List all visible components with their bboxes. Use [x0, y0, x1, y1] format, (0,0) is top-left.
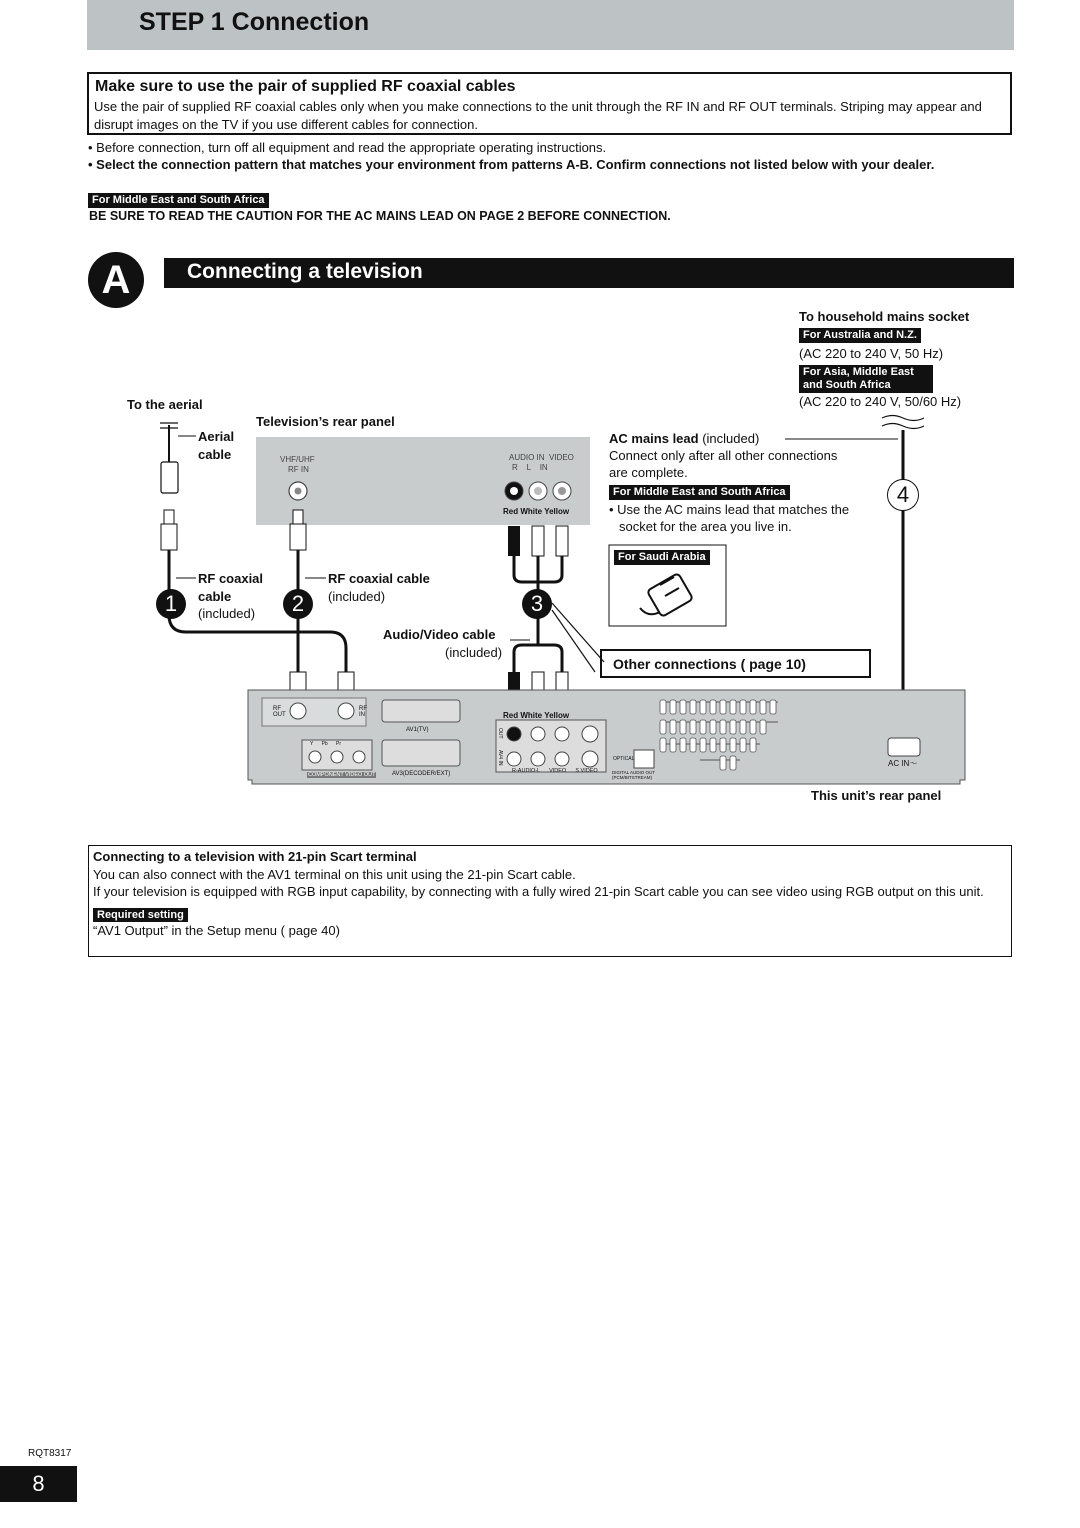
label-aerial-cable-1: Aerial — [198, 429, 235, 444]
label-ac-mains-lead-normal: (included) — [698, 431, 760, 446]
bullet-1: • Before connection, turn off all equipment and read the appropriate operating instructions. — [88, 140, 607, 155]
unit-label-av4in: AV4 IN — [497, 750, 503, 766]
label-av-cable-b: (included) — [445, 645, 503, 660]
step-number-2: 2 — [283, 589, 313, 619]
unit-label-ac-in: AC IN～ — [888, 759, 918, 768]
scart-title: Connecting to a television with 21-pin Scart terminal — [93, 849, 417, 864]
label-connect-only-2: are complete. — [609, 465, 688, 480]
page-title: STEP 1 Connection — [139, 8, 370, 36]
label-rf-coax-2a: RF coaxial cable — [328, 571, 430, 586]
unit-label-av1: AV1(TV) — [406, 727, 429, 733]
other-connections-box — [600, 649, 871, 678]
tag-australia: For Australia and N.Z. — [799, 328, 921, 343]
label-r-l-in: R L IN — [512, 463, 548, 472]
label-ac-mains-lead-bold: AC mains lead — [609, 431, 699, 446]
label-rwy-top: Red White Yellow — [503, 507, 570, 516]
step-number-1: 1 — [156, 589, 186, 619]
label-rf-coax-1a: RF coaxial — [198, 571, 264, 586]
unit-label-ypbpr: Y Pb Pr — [310, 741, 342, 747]
scart-info-box — [88, 845, 1012, 957]
notice-title: Make sure to use the pair of supplied RF coaxial cables — [95, 78, 516, 95]
required-setting-tag: Required setting — [93, 908, 188, 922]
page-number: 8 — [0, 1466, 77, 1502]
label-this-unit-rear: This unit’s rear panel — [811, 788, 942, 803]
aerial-plug — [161, 462, 178, 493]
notice-body: Use the pair of supplied RF coaxial cables only when you make connections to the unit through the RF IN and RF OUT terminals. Striping may appear and disrupt images on the TV if you use different cables for connection. — [94, 99, 982, 132]
document-code: RQT8317 — [28, 1448, 72, 1459]
tag-saudi: For Saudi Arabia — [614, 550, 710, 565]
section-letter-badge: A — [88, 252, 144, 308]
label-ac-mains-lead — [609, 430, 759, 447]
label-tv-rear-panel: Television’s rear panel — [256, 414, 395, 429]
bullet-2-text: Select the connection pattern that matches your environment from patterns A-B. Confirm connections not listed below with your dealer. — [96, 157, 935, 172]
scart-body — [93, 866, 1005, 939]
step-number-3: 3 — [522, 589, 552, 619]
section-title: Connecting a television — [187, 260, 423, 283]
label-ac-asia: (AC 220 to 240 V, 50/60 Hz) — [799, 394, 962, 409]
tag-middle-east-2: For Middle East and South Africa — [609, 485, 790, 500]
tag-asia-line1: For Asia, Middle East — [803, 366, 914, 378]
label-audio-in-video: AUDIO IN VIDEO — [509, 453, 574, 462]
label-household-socket: To household mains socket — [799, 309, 970, 324]
tag-asia-line2: and South Africa — [803, 379, 891, 391]
label-rf-coax-2b: (included) — [328, 589, 386, 604]
label-connect-only-1: Connect only after all other connections — [609, 448, 838, 463]
label-vhf-uhf: VHF/UHF — [280, 455, 315, 464]
caution-text: BE SURE TO READ THE CAUTION FOR THE AC MAINS LEAD ON PAGE 2 BEFORE CONNECTION. — [89, 209, 671, 223]
unit-label-av3: AV3(DECODER/EXT) — [392, 771, 451, 777]
step-number-4: 4 — [887, 479, 919, 511]
unit-label-digital-audio: DIGITAL AUDIO OUT (PCM/BITSTREAM) — [612, 770, 655, 780]
label-rf-coax-1b: cable — [198, 589, 232, 604]
unit-label-component: COMPONENT VIDEO OUT — [308, 772, 376, 778]
label-ac-australia: (AC 220 to 240 V, 50 Hz) — [799, 346, 944, 361]
scart-line-3: “AV1 Output” in the Setup menu ( page 40) — [93, 923, 340, 938]
label-aerial-cable-2: cable — [198, 447, 232, 462]
unit-label-optical: OPTICAL — [613, 756, 635, 762]
label-to-aerial: To the aerial — [127, 397, 203, 412]
label-rf-coax-1c: (included) — [198, 606, 256, 621]
label-use-ac-2: socket for the area you live in. — [619, 519, 792, 534]
unit-label-raudio: R-AUDIO-L VIDEO S VIDEO — [512, 768, 598, 774]
bullet-1-text: Before connection, turn off all equipment and read the appropriate operating instructions. — [96, 140, 607, 155]
label-use-ac-1: • Use the AC mains lead that matches the — [609, 502, 850, 517]
unit-label-out: OUT — [497, 728, 503, 739]
unit-ac-in-socket — [888, 738, 920, 756]
label-av-cable-a: Audio/Video cable — [383, 627, 496, 642]
scart-line-1: You can also connect with the AV1 terminal on this unit using the 21-pin Scart cable. — [93, 867, 576, 882]
tag-asia — [799, 365, 933, 393]
label-rwy-bottom: Red White Yellow — [503, 711, 570, 720]
scart-line-2: If your television is equipped with RGB input capability, by connecting with a fully wired 21-pin Scart cable you can see video using RGB output on this unit. — [93, 884, 984, 899]
label-rf-in: RF IN — [288, 465, 309, 474]
region-tag-middle-east: For Middle East and South Africa — [88, 193, 269, 208]
other-connections-text: Other connections ( page 10) — [613, 656, 806, 672]
unit-label-rf-out: RF OUT — [273, 706, 286, 718]
bullet-2: • Select the connection pattern that matches your environment from patterns A-B. Confirm connections not listed below with your dealer. — [88, 157, 935, 172]
unit-label-rf-in: RF IN — [359, 706, 367, 718]
